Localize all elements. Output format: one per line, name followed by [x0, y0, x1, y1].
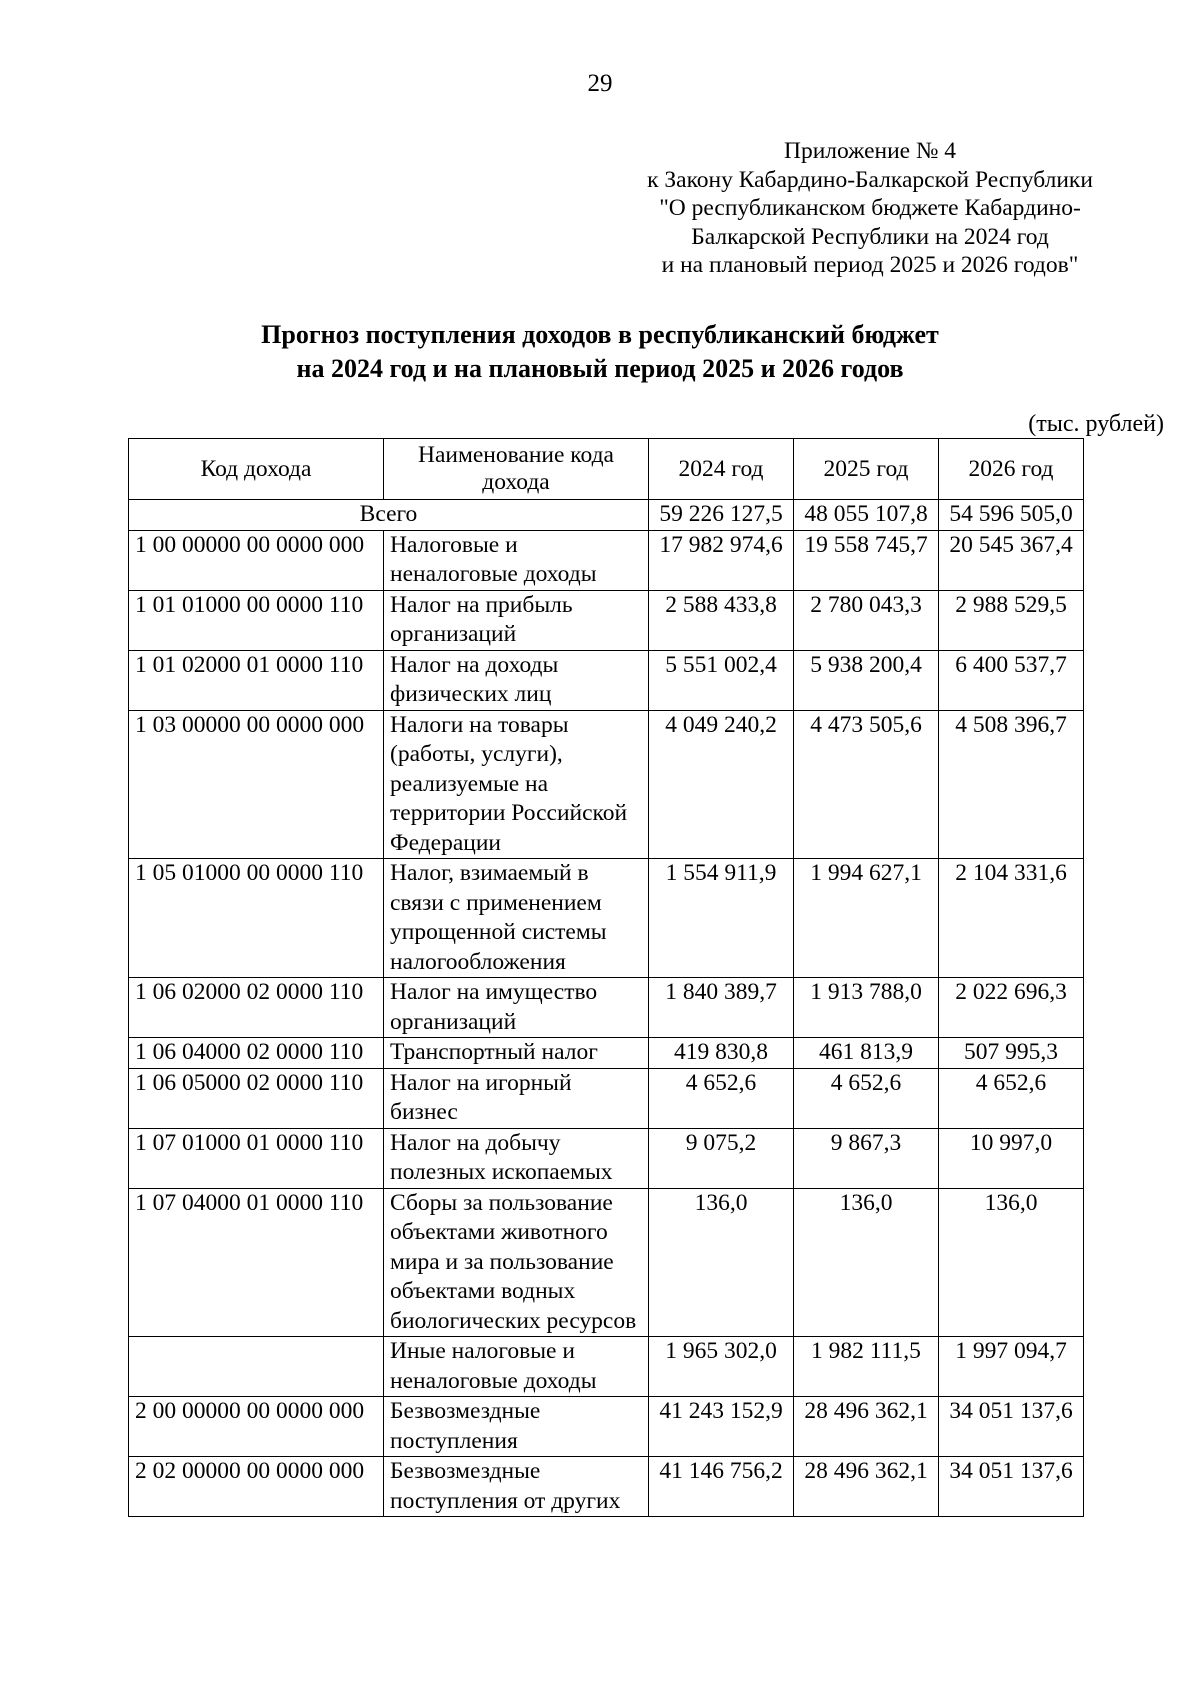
appendix-line: к Закону Кабардино-Балкарской Республики — [647, 166, 1093, 193]
row-value-2024: 17 982 974,6 — [649, 530, 794, 590]
row-value-2024: 136,0 — [649, 1188, 794, 1337]
row-value-2025: 5 938 200,4 — [794, 650, 939, 710]
row-value-2024: 419 830,8 — [649, 1038, 794, 1069]
table-row — [129, 1188, 1084, 1337]
row-name: Налог на добычу полезных ископаемых — [384, 1128, 649, 1188]
row-name: Налог на доходы физических лиц — [384, 650, 649, 710]
table-row — [129, 1068, 1084, 1128]
table-row — [129, 1038, 1084, 1069]
total-label: Всего — [129, 500, 649, 531]
row-value-2024: 4 049 240,2 — [649, 710, 794, 859]
table-row — [129, 530, 1084, 590]
table-row — [129, 978, 1084, 1038]
row-value-2026: 4 508 396,7 — [939, 710, 1084, 859]
total-2025: 48 055 107,8 — [794, 500, 939, 531]
row-value-2024: 9 075,2 — [649, 1128, 794, 1188]
header-2024: 2024 год — [649, 439, 794, 500]
row-name: Сборы за пользование объектами животного мира и за пользование объектами водных биологических ресурсов — [384, 1188, 649, 1337]
row-name: Налог, взимаемый в связи с применением упрощенной системы налогообложения — [384, 859, 649, 978]
row-value-2024: 4 652,6 — [649, 1068, 794, 1128]
row-value-2026: 507 995,3 — [939, 1038, 1084, 1069]
row-value-2025: 28 496 362,1 — [794, 1397, 939, 1457]
table-row — [129, 859, 1084, 978]
row-code: 2 00 00000 00 0000 000 — [129, 1397, 384, 1457]
row-code: 2 02 00000 00 0000 000 — [129, 1457, 384, 1517]
row-value-2026: 34 051 137,6 — [939, 1457, 1084, 1517]
row-name: Безвозмездные поступления — [384, 1397, 649, 1457]
row-name: Иные налоговые и неналоговые доходы — [384, 1337, 649, 1397]
table-row — [129, 710, 1084, 859]
row-code: 1 03 00000 00 0000 000 — [129, 710, 384, 859]
header-code: Код дохода — [129, 439, 384, 500]
row-name: Налог на прибыль организаций — [384, 590, 649, 650]
row-value-2025: 4 652,6 — [794, 1068, 939, 1128]
row-value-2025: 19 558 745,7 — [794, 530, 939, 590]
row-name: Безвозмездные поступления от других — [384, 1457, 649, 1517]
row-value-2024: 1 840 389,7 — [649, 978, 794, 1038]
total-2024: 59 226 127,5 — [649, 500, 794, 531]
row-value-2025: 1 994 627,1 — [794, 859, 939, 978]
row-value-2026: 2 022 696,3 — [939, 978, 1084, 1038]
row-code: 1 01 01000 00 0000 110 — [129, 590, 384, 650]
row-value-2025: 2 780 043,3 — [794, 590, 939, 650]
appendix-line: "О республиканском бюджете Кабардино- — [659, 195, 1081, 221]
row-value-2024: 2 588 433,8 — [649, 590, 794, 650]
row-name: Налоги на товары (работы, услуги), реализуемые на территории Российской Федерации — [384, 710, 649, 859]
document-title — [0, 318, 1200, 386]
row-value-2025: 461 813,9 — [794, 1038, 939, 1069]
page-number: 29 — [587, 70, 613, 97]
row-value-2026: 2 104 331,6 — [939, 859, 1084, 978]
appendix-note — [560, 137, 1180, 280]
row-name: Транспортный налог — [384, 1038, 649, 1069]
revenue-table — [128, 438, 1084, 1517]
table-row — [129, 1397, 1084, 1457]
table-row — [129, 650, 1084, 710]
table-row — [129, 1457, 1084, 1517]
row-value-2025: 28 496 362,1 — [794, 1457, 939, 1517]
total-2026: 54 596 505,0 — [939, 500, 1084, 531]
row-code: 1 06 04000 02 0000 110 — [129, 1038, 384, 1069]
row-code: 1 07 01000 01 0000 110 — [129, 1128, 384, 1188]
table-row — [129, 1337, 1084, 1397]
table-row — [129, 590, 1084, 650]
appendix-line: и на плановый период 2025 и 2026 годов" — [661, 252, 1079, 278]
table-header-row — [129, 439, 1084, 500]
header-2025: 2025 год — [794, 439, 939, 500]
appendix-line: Балкарской Республики на 2024 год — [691, 223, 1049, 250]
row-value-2026: 4 652,6 — [939, 1068, 1084, 1128]
row-code: 1 00 00000 00 0000 000 — [129, 530, 384, 590]
total-row — [129, 500, 1084, 531]
units-label: (тыс. рублей) — [1028, 411, 1164, 437]
row-value-2026: 1 997 094,7 — [939, 1337, 1084, 1397]
row-value-2025: 1 913 788,0 — [794, 978, 939, 1038]
appendix-line: Приложение № 4 — [783, 138, 957, 164]
row-code: 1 05 01000 00 0000 110 — [129, 859, 384, 978]
row-code: 1 06 05000 02 0000 110 — [129, 1068, 384, 1128]
title-line: на 2024 год и на плановый период 2025 и 2026 годов — [296, 354, 904, 383]
row-value-2026: 2 988 529,5 — [939, 590, 1084, 650]
row-value-2026: 20 545 367,4 — [939, 530, 1084, 590]
row-code: 1 06 02000 02 0000 110 — [129, 978, 384, 1038]
row-value-2024: 1 554 911,9 — [649, 859, 794, 978]
row-name: Налог на имущество организаций — [384, 978, 649, 1038]
row-code: 1 07 04000 01 0000 110 — [129, 1188, 384, 1337]
header-name: Наименование кода дохода — [384, 439, 649, 500]
title-line: Прогноз поступления доходов в республиканский бюджет — [261, 320, 939, 349]
row-value-2026: 34 051 137,6 — [939, 1397, 1084, 1457]
row-value-2026: 6 400 537,7 — [939, 650, 1084, 710]
row-value-2025: 9 867,3 — [794, 1128, 939, 1188]
row-name: Налоговые и неналоговые доходы — [384, 530, 649, 590]
row-name: Налог на игорный бизнес — [384, 1068, 649, 1128]
row-value-2024: 41 243 152,9 — [649, 1397, 794, 1457]
table-row — [129, 1128, 1084, 1188]
header-2026: 2026 год — [939, 439, 1084, 500]
row-value-2025: 1 982 111,5 — [794, 1337, 939, 1397]
row-value-2024: 1 965 302,0 — [649, 1337, 794, 1397]
row-code: 1 01 02000 01 0000 110 — [129, 650, 384, 710]
row-code — [129, 1337, 384, 1397]
row-value-2024: 41 146 756,2 — [649, 1457, 794, 1517]
row-value-2025: 4 473 505,6 — [794, 710, 939, 859]
row-value-2025: 136,0 — [794, 1188, 939, 1337]
row-value-2024: 5 551 002,4 — [649, 650, 794, 710]
row-value-2026: 10 997,0 — [939, 1128, 1084, 1188]
row-value-2026: 136,0 — [939, 1188, 1084, 1337]
